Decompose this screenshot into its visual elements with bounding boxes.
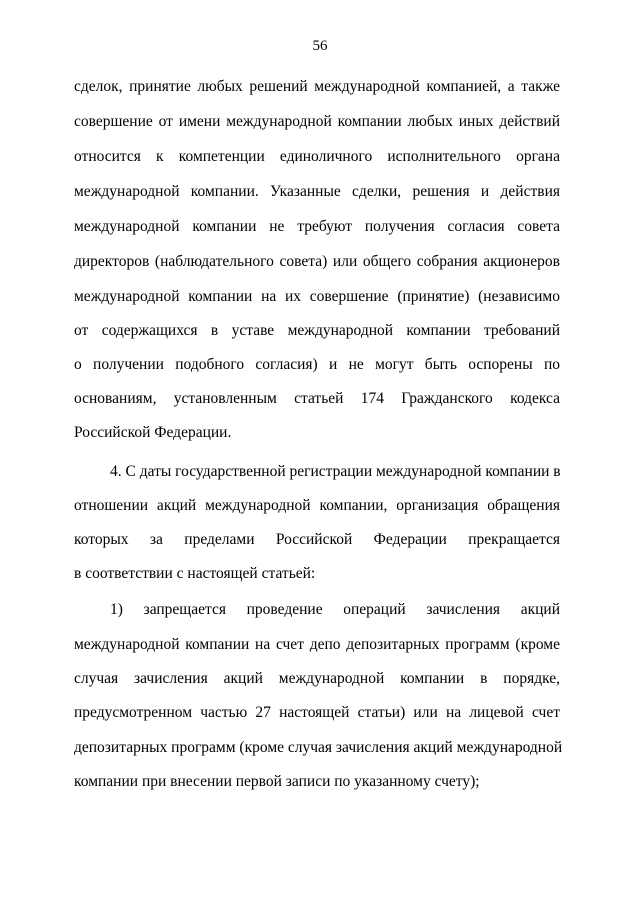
text-line: 4. С даты государственной регистрации международной компании в [110, 463, 561, 480]
text-line: международной компании. Указанные сделки, решения и действия [74, 183, 560, 200]
text-line: предусмотренном частью 27 настоящей статьи) или на лицевой счет [74, 704, 560, 721]
page-number: 56 [312, 38, 328, 54]
text-line: отношении акций международной компании, организация обращения [74, 497, 560, 514]
text-line: в соответствии с настоящей статьей: [74, 565, 316, 582]
text-line: директоров (наблюдательного совета) или общего собрания акционеров [74, 253, 560, 270]
text-line: совершение от имени международной компании любых иных действий [74, 113, 560, 130]
text-line: о получении подобного согласия) и не могут быть оспорены по [74, 356, 560, 373]
text-line: депозитарных программ (кроме случая зачисления акций международной [74, 739, 563, 756]
text-line: от содержащихся в уставе международной компании требований [74, 322, 560, 339]
text-line: которых за пределами Российской Федерации прекращается [74, 531, 560, 548]
text-line: компании при внесении первой записи по указанному счету); [74, 773, 480, 790]
text-line: 1) запрещается проведение операций зачисления акций [110, 601, 560, 618]
text-line: международной компании на их совершение (принятие) (независимо [74, 288, 560, 305]
text-line: международной компании на счет депо депозитарных программ (кроме [74, 636, 560, 653]
text-line: сделок, принятие любых решений международной компанией, а также [74, 78, 560, 95]
text-line: международной компании не требуют получения согласия совета [74, 218, 560, 235]
text-line: основаниям, установленным статьей 174 Гражданского кодекса [74, 390, 560, 407]
text-line: относится к компетенции единоличного исполнительного органа [74, 148, 560, 165]
text-line: Российской Федерации. [74, 424, 232, 441]
text-line: случая зачисления акций международной компании в порядке, [74, 670, 560, 687]
